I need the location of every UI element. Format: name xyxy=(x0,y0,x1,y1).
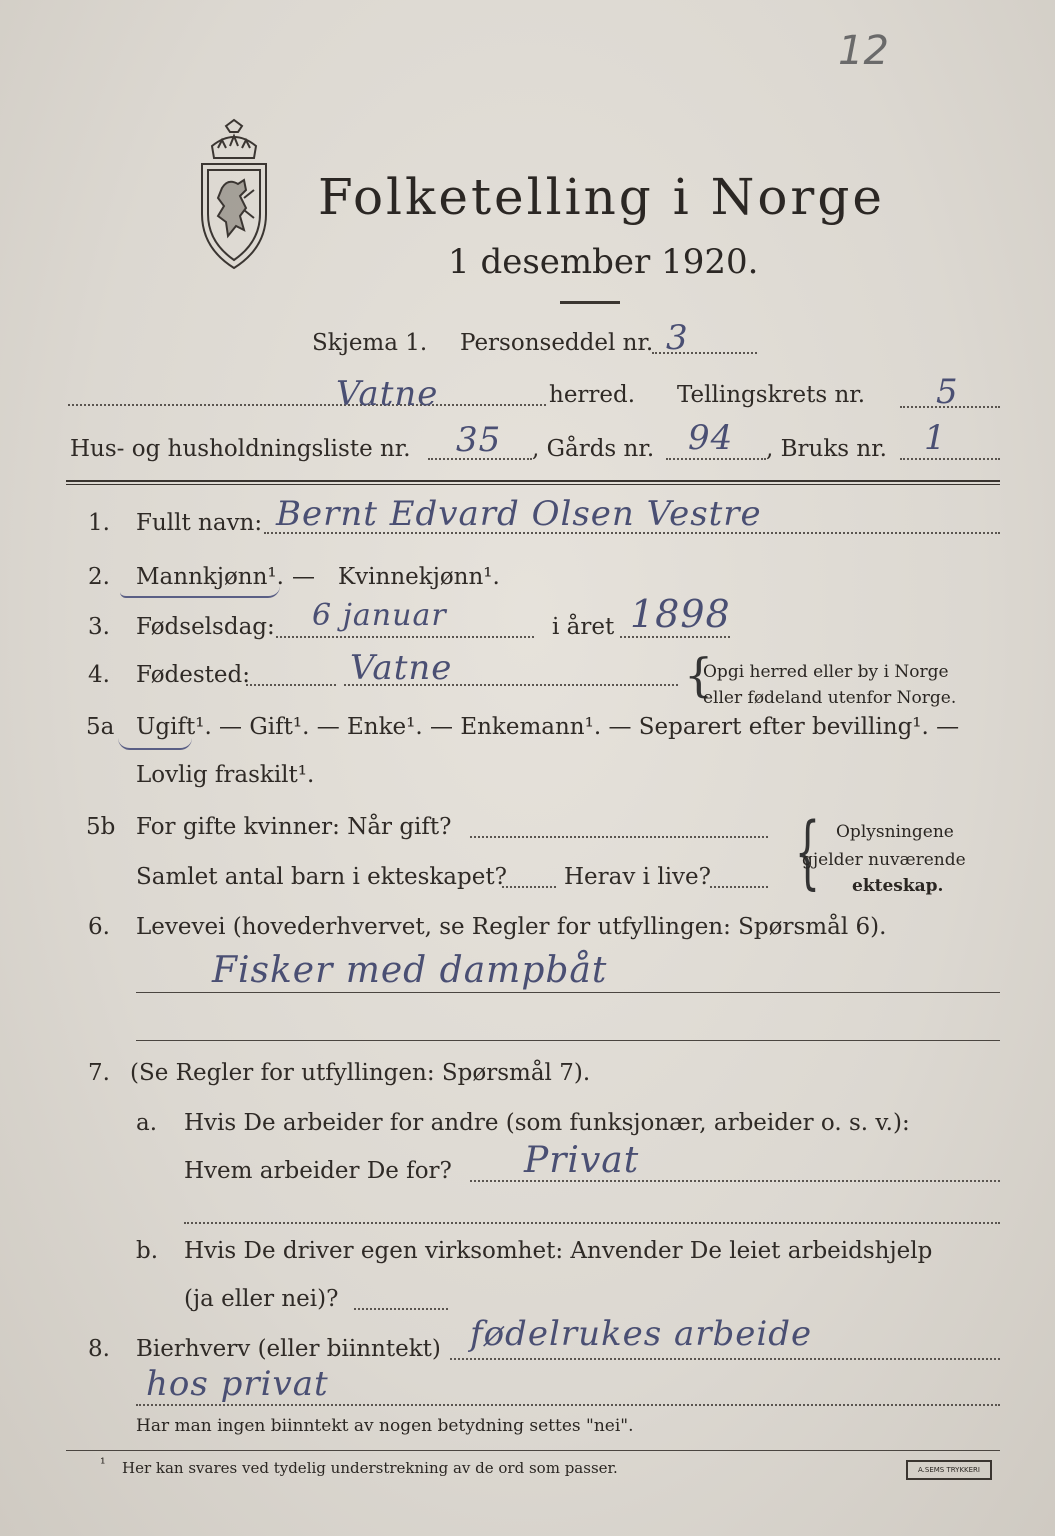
q5a-line1: Ugift¹. — Gift¹. — Enke¹. — Enkemann¹. — Separert efter bevilling¹. — xyxy=(136,714,960,740)
q3-year-line xyxy=(620,636,730,638)
q1-value: Bernt Edvard Olsen Vestre xyxy=(276,494,762,534)
q3-year-value: 1898 xyxy=(630,592,731,636)
q3-line xyxy=(276,636,534,638)
q7-number: 7. xyxy=(88,1060,110,1086)
q8-number: 8. xyxy=(88,1336,110,1362)
q4-number: 4. xyxy=(88,662,110,688)
q5b-line1: For gifte kvinner: Når gift? xyxy=(136,814,452,840)
tellingskrets-label: Tellingskrets nr. xyxy=(677,382,866,408)
bruks-label: , Bruks nr. xyxy=(766,436,887,462)
q8-line2 xyxy=(136,1404,1000,1406)
q2-option-male: Mannkjønn¹. xyxy=(136,564,284,590)
q3-number: 3. xyxy=(88,614,110,640)
q5a-ugift-underline xyxy=(118,738,192,750)
gards-label: , Gårds nr. xyxy=(532,436,655,462)
herred-label: herred. xyxy=(549,382,636,408)
q5b-children-line xyxy=(502,886,556,888)
q5b-line2b: Herav i live? xyxy=(564,864,711,890)
q1-label: Fullt navn: xyxy=(136,510,263,536)
form-title: Folketelling i Norge xyxy=(318,168,885,226)
q7a-extra-line xyxy=(184,1222,1000,1224)
q8-note: Har man ingen biinntekt av nogen betydning settes "nei". xyxy=(136,1416,634,1436)
q6-line2 xyxy=(136,1040,1000,1041)
q7a-letter: a. xyxy=(136,1110,158,1136)
title-divider xyxy=(560,301,620,304)
q5b-alive-line xyxy=(710,886,768,888)
gards-line xyxy=(666,458,766,460)
q5a-number: 5a xyxy=(86,714,115,740)
q4-value: Vatne xyxy=(350,648,453,688)
q8-value-line2: hos privat xyxy=(146,1364,329,1404)
q8-label: Bierhverv (eller biinntekt) xyxy=(136,1336,441,1362)
q5b-brace: { xyxy=(794,805,821,898)
q4-line-a xyxy=(246,684,336,686)
coat-of-arms-icon xyxy=(188,118,280,274)
q7a-value: Privat xyxy=(524,1140,640,1181)
footnote-text: Her kan svares ved tydelig understrekning av de ord som passer. xyxy=(122,1459,618,1477)
hus-value: 35 xyxy=(456,420,502,460)
q7-label: (Se Regler for utfyllingen: Spørsmål 7). xyxy=(130,1060,591,1086)
bruks-value: 1 xyxy=(924,418,947,458)
q4-brace: { xyxy=(684,648,714,702)
q5b-note-line1: Oplysningene xyxy=(836,822,954,842)
q4-label: Fødested: xyxy=(136,662,251,688)
q1-number: 1. xyxy=(88,510,110,536)
schema-label: Skjema 1. xyxy=(312,330,428,356)
personseddel-label: Personseddel nr. xyxy=(460,330,654,356)
printer-stamp-text: A.SEMS TRYKKERI xyxy=(918,1466,980,1474)
q6-number: 6. xyxy=(88,914,110,940)
q5b-note-line3: ekteskap. xyxy=(852,876,944,896)
q5b-line2a: Samlet antal barn i ekteskapet? xyxy=(136,864,507,890)
footnote-divider xyxy=(66,1450,1000,1451)
q8-value-line1: fødelrukes arbeide xyxy=(470,1314,813,1354)
q7b-letter: b. xyxy=(136,1238,159,1264)
q4-note-line1: Opgi herred eller by i Norge xyxy=(703,662,949,682)
q6-line1 xyxy=(136,992,1000,993)
q7b-answer-line xyxy=(354,1308,448,1310)
q4-note-line2: eller fødeland utenfor Norge. xyxy=(703,688,957,708)
q5b-number: 5b xyxy=(86,814,116,840)
q7a-line1: Hvis De arbeider for andre (som funksjonær, arbeider o. s. v.): xyxy=(184,1110,910,1136)
q6-label: Levevei (hovederhvervet, se Regler for utfyllingen: Spørsmål 6). xyxy=(136,914,887,940)
q2-option-female: Kvinnekjønn¹. xyxy=(338,564,500,590)
herred-line xyxy=(68,404,546,406)
corner-number: 12 xyxy=(838,28,889,74)
herred-value: Vatne xyxy=(336,374,439,414)
q2-male-underline xyxy=(120,586,280,598)
header-divider-2 xyxy=(66,484,1000,485)
tellingskrets-value: 5 xyxy=(936,372,959,412)
hus-label: Hus- og husholdningsliste nr. xyxy=(70,436,411,462)
footnote-marker: ¹ xyxy=(100,1456,106,1472)
q2-separator: — xyxy=(292,564,315,590)
printer-stamp xyxy=(906,1460,992,1480)
q5b-when-line xyxy=(470,836,768,838)
q3-label: Fødselsdag: xyxy=(136,614,275,640)
q2-number: 2. xyxy=(88,564,110,590)
q3-value: 6 januar xyxy=(312,598,447,633)
header-divider xyxy=(66,480,1000,482)
q5a-line2: Lovlig fraskilt¹. xyxy=(136,762,315,788)
q8-line1 xyxy=(450,1358,1000,1360)
personseddel-value: 3 xyxy=(666,318,689,358)
q7b-line1: Hvis De driver egen virksomhet: Anvender De leiet arbeidshjelp xyxy=(184,1238,933,1264)
q7a-line2: Hvem arbeider De for? xyxy=(184,1158,452,1184)
bruks-line xyxy=(900,458,1000,460)
gards-value: 94 xyxy=(688,418,734,458)
q3-year-label: i året xyxy=(552,614,615,640)
census-date: 1 desember 1920. xyxy=(448,242,759,282)
q7b-line2: (ja eller nei)? xyxy=(184,1286,339,1312)
q6-value: Fisker med dampbåt xyxy=(212,950,608,991)
q5b-note-line2: gjelder nuværende xyxy=(802,850,966,870)
